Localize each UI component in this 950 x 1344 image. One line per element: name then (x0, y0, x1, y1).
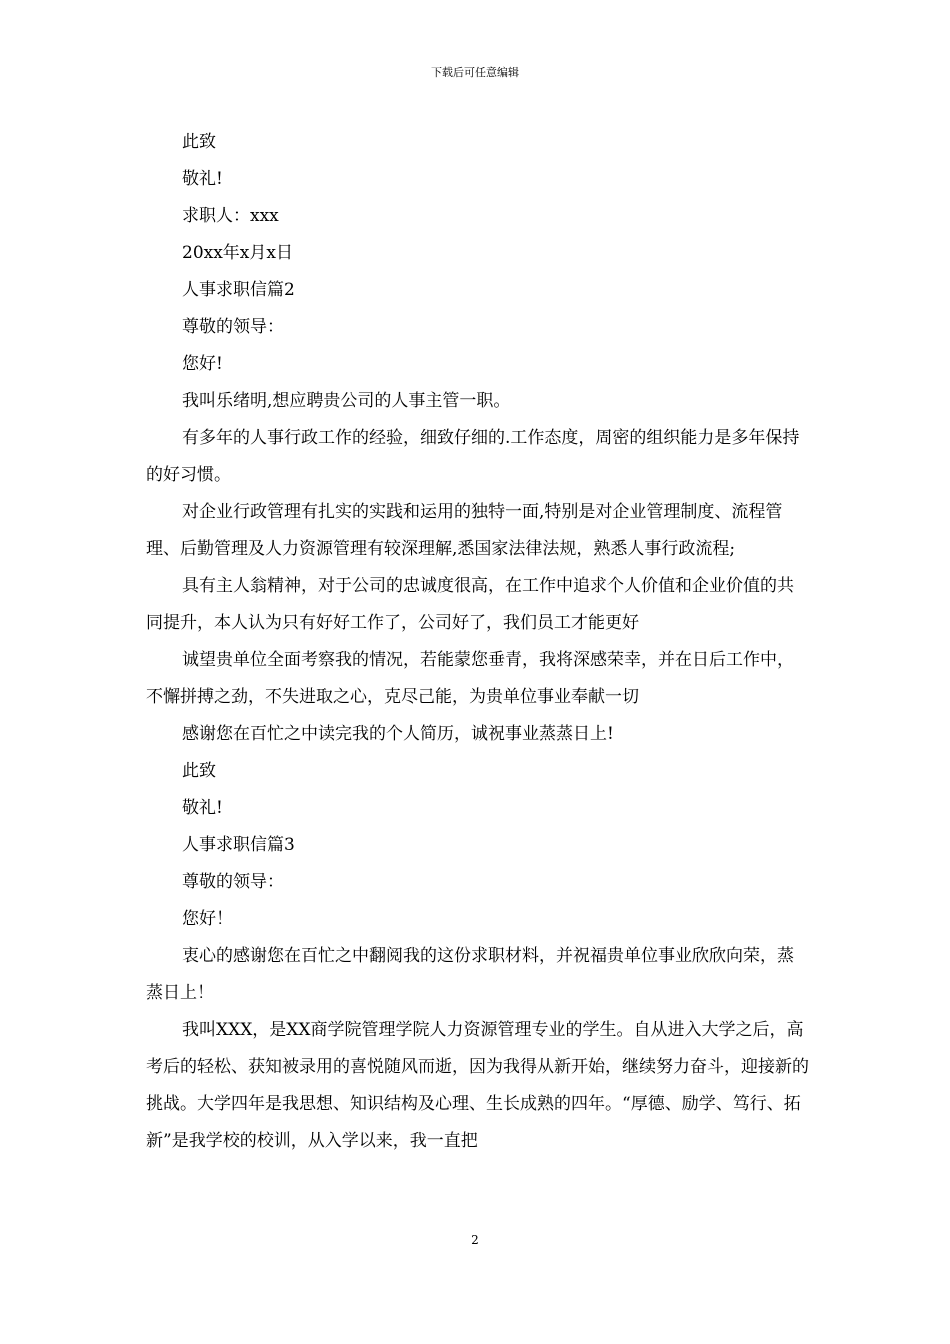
greeting-line: 尊敬的领导： (182, 317, 284, 337)
closing-line: 此致 (182, 761, 216, 781)
section-title-2: 人事求职信篇2 (182, 280, 295, 300)
body-paragraph: 衷心的感谢您在百忙之中翻阅我的这份求职材料，并祝福贵单位事业欣欣向荣，蒸蒸日上！ (146, 946, 794, 1003)
applicant-line: 求职人：xxx (182, 206, 279, 226)
section-title-3: 人事求职信篇3 (182, 835, 295, 855)
page-number: 2 (471, 1233, 479, 1247)
salute-line: 敬礼! (182, 798, 223, 818)
hello-line: 您好! (182, 354, 223, 374)
document-body (146, 124, 810, 1160)
date-line: 20xx年x月x日 (182, 243, 293, 263)
body-paragraph: 诚望贵单位全面考察我的情况，若能蒙您垂青，我将深感荣幸，并在日后工作中，不懈拼搏之劲，不失进取之心，克尽己能，为贵单位事业奉献一切 (146, 650, 794, 707)
greeting-line: 尊敬的领导： (182, 872, 284, 892)
body-paragraph: 我叫乐绪明,想应聘贵公司的人事主管一职。 (182, 391, 511, 411)
closing-line: 此致 (182, 132, 216, 152)
body-paragraph: 有多年的人事行政工作的经验，细致仔细的.工作态度，周密的组织能力是多年保持的好习惯。 (146, 428, 800, 485)
body-paragraph: 对企业行政管理有扎实的实践和运用的独特一面,特别是对企业管理制度、流程管理、后勤管理及人力资源管理有较深理解,悉国家法律法规，熟悉人事行政流程; (146, 502, 783, 559)
body-paragraph: 感谢您在百忙之中读完我的个人简历，诚祝事业蒸蒸日上! (182, 724, 614, 744)
salute-line: 敬礼! (182, 169, 223, 189)
hello-line: 您好！ (182, 909, 233, 929)
body-paragraph: 我叫XXX，是XX商学院管理学院人力资源管理专业的学生。自从进入大学之后，高考后的轻松、获知被录用的喜悦随风而逝，因为我得从新开始，继续努力奋斗，迎接新的挑战。大学四年是我思想、知识结构及心理、生长成熟的四年。“厚德、励学、笃行、拓新”是我学校的校训，从入学以来，我一直把 (146, 1020, 809, 1151)
page-header: 下载后可任意编辑 (431, 66, 519, 79)
body-paragraph: 具有主人翁精神，对于公司的忠诚度很高，在工作中追求个人价值和企业价值的共同提升，本人认为只有好好工作了，公司好了，我们员工才能更好 (146, 576, 794, 633)
